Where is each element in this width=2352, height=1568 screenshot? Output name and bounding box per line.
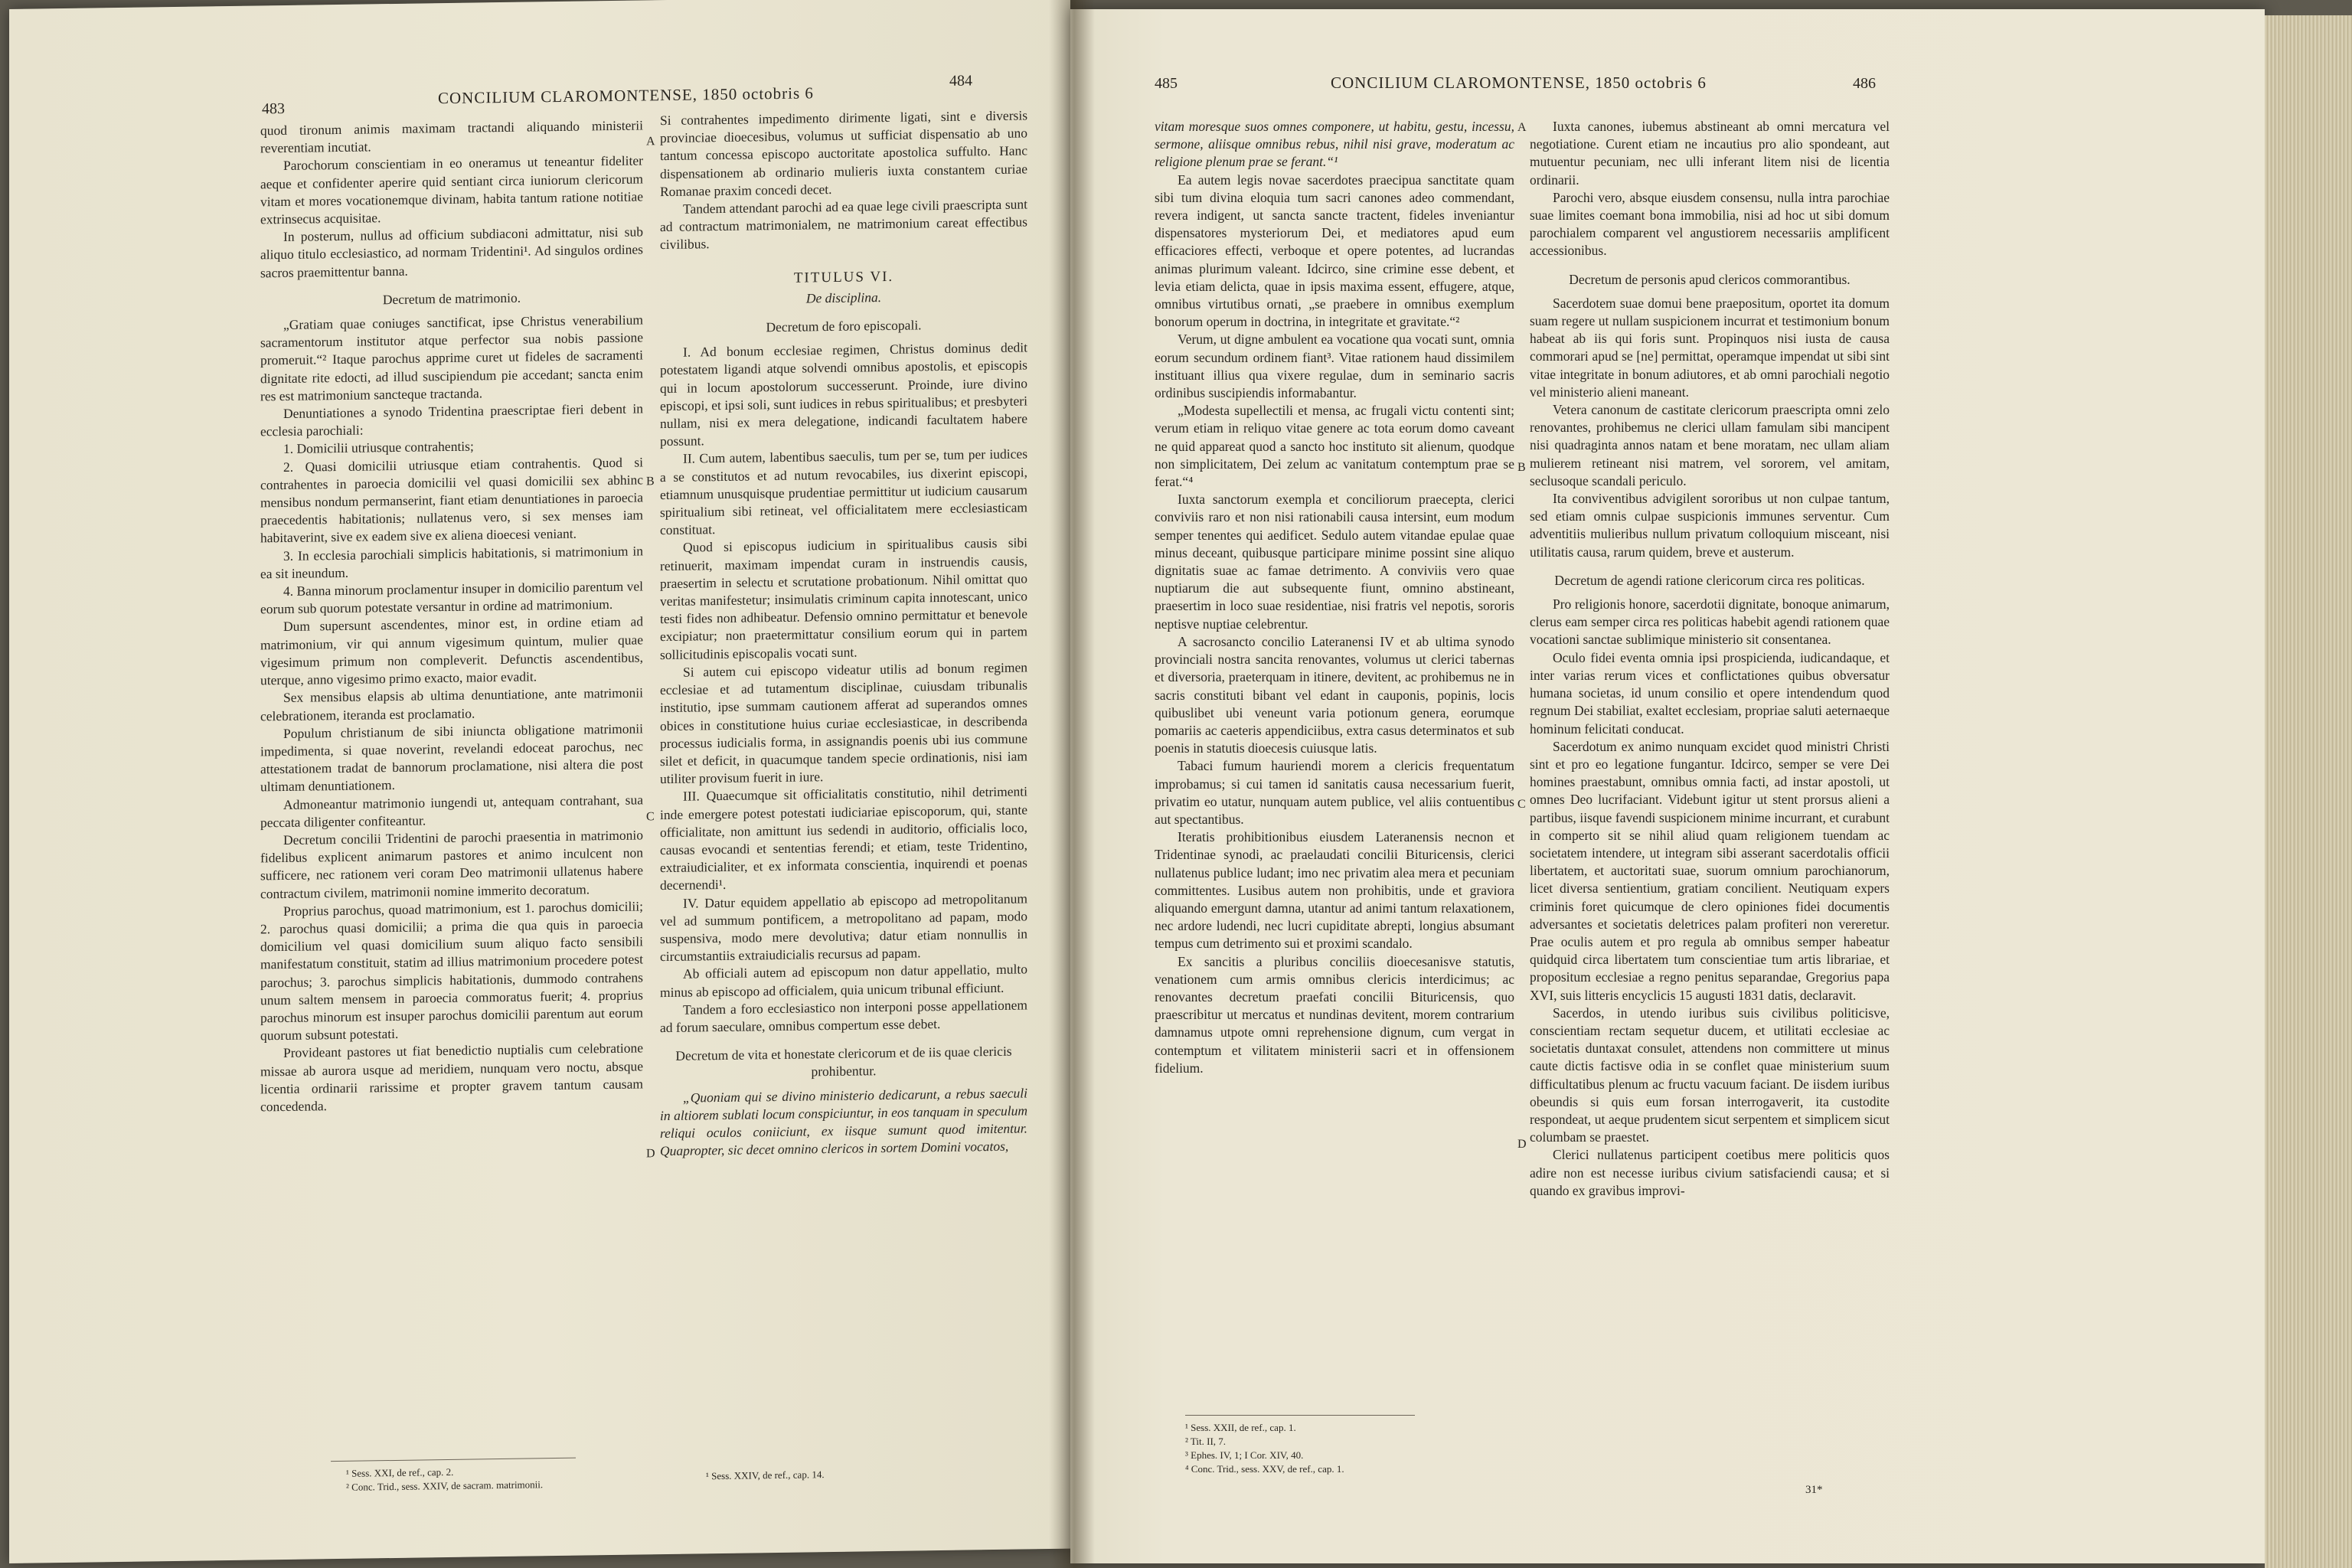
left-col1-paragraph-16: Proprius parochus, quoad matrimonium, est 1. parochus domicilii; 2. parochus quasi domicilii; a prima die qua quis in paroecia domicilium vel quasi domicilium suum aliquo facto sensibili manifestatum constituit, statim ad illius matrimonium procedere potest parochus; 3. parochus simplicis habitationis, dummodo contrahens unum saltem mensem in paroecia commoratus fuerit; 4. proprius parochus minorum est insuper parochus domicilii parentum aut eorum quorum subsunt potestati. xyxy=(260,898,643,1044)
right-col2-paragraph-9: Oculo fidei eventa omnia ipsi prospicienda, iudicandaque, et inter varias rerum vices et conflictationes quibus obversatur humana societas, id unum consilio et opere intendendum quod regnum Dei stabiliat, exaltet ecclesiam, propriae saluti aeternaeque hominum felicitati conducat. xyxy=(1530,649,1890,737)
left-col2-paragraph-7: II. Cum autem, labentibus saeculis, tum per se, tum per iudices a se constitutos et ad nutum revocabiles, ius dixerint episcopi, etiamnum unusquisque prudentiae permittitur ut iudicium causarum spiritualium sibi retineat, vel officialitatem mere ecclesiasticam constituat. xyxy=(660,446,1027,538)
left-col2-paragraph-5: Decretum de foro episcopali. xyxy=(766,317,922,335)
left-col2-paragraph-9: Si autem cui episcopo videatur utilis ad bonum regimen ecclesiae et ad tutamentum disciplinae, cuiusdam tribunalis institutio, ipse summam cautionem afferat ad superandos omnes obices in constitutione huius curiae ecclesiasticae, in describenda processus iudicialis forma, in assignandis poenis ubi ius commune silet et deficit, in quacumque tandem specie ordinationis, nisi iam utiliter provisum fuerit in iure. xyxy=(660,659,1027,787)
right-col2-paragraph-4: Sacerdotem suae domui bene praepositum, oportet ita domum suam regere ut nullam suspicionem incurrat et testimonium bonum habeat ab iis qui foris sunt. Propinquos nisi iusta de causa commorari apud se [ne] permittat, operamque impendat ut sibi sint vitae integritate in bonum adiutores, et ab omni parochiali negotio vel ministerio alieni maneant. xyxy=(1530,295,1890,400)
left-col1-paragraph-15: Decretum concilii Tridentini de parochi praesentia in matrimonio fidelibus explicent animarum pastores et animo inculcent non sufficere, nec rationem veri coram Deo matrimonii ullatenus habere contractum civilem, matrimonii nomine immerito decoratum. xyxy=(260,827,643,901)
footnotes-left-col2 xyxy=(706,1465,1012,1484)
left-col2-paragraph-4: De disciplina. xyxy=(805,289,882,306)
left-col1-paragraph-3: In posterum, nullus ad officium subdiaconi admittatur, nisi sub aliquo titulo ecclesiastico, ad normam Tridentini¹. Ad singulos ordines sacros praemittentur banna. xyxy=(260,224,643,281)
footnotes-left-col1 xyxy=(346,1462,652,1494)
right-col1-footnote-1: ¹ Sess. XXII, de ref., cap. 1. xyxy=(1185,1422,1296,1433)
left-col1-paragraph-4: Decretum de matrimonio. xyxy=(382,289,521,308)
left-col1-paragraph-14: Admoneantur matrimonio iungendi ut, antequam contrahant, sua peccata diligenter confiteantur. xyxy=(260,791,643,831)
left-col2-paragraph-10: III. Quaecumque sit officialitatis constitutio, nihil detrimenti inde emergere potest potestati iudiciariae episcoporum, qui, stante officialitate, non amittunt ius sedendi in auditorio, officialis loco, causas evocandi et sententias ferendi; et etiam, teste Tridentino, extraiudicialiter, et ex informata conscientia, inquirendi et poenas decernendi¹. xyxy=(660,783,1027,893)
left-col1-footnote-1: ¹ Sess. XXI, de ref., cap. 2. xyxy=(346,1465,454,1479)
left-col2-paragraph-3: TITULUS VI. xyxy=(793,268,894,286)
right-col1-paragraph-4: „Modesta supellectili et mensa, ac frugali victu contenti sint; verum etiam in reliquo vitae genere ac tota eorum domo caveant ne quid appareat quod a sancto hoc instituto sit alienum, quodque non simplicitatem, Dei zelum ac vanitatum contemptum prae se ferat.“⁴ xyxy=(1155,403,1514,490)
right-col1-paragraph-6: A sacrosancto concilio Lateranensi IV et ab ultima synodo provinciali nostra sancita renovantes, volumus ut clerici tabernas et diversoria, praeterquam in itinere, devitent, ac prohibemus ne in sacris constituti bibant vel edant in cauponis, popinis, locis quibuslibet ubi veneunt varia potionum genera, eorumque pomariis ac caeteris appendiciibus, extra casus determinatos et sub poenis in statutis dioecesis cuiusque latis. xyxy=(1155,633,1514,756)
right-col1-paragraph-3: Verum, ut digne ambulent ea vocatione qua vocati sunt, omnia eorum secundum ordinem fiant³. Vitae rationem haud dissimilem instituant illius qua vixere regulae, dum in seminario sacris ordinibus suscipiendis informabantur. xyxy=(1155,332,1514,401)
margin-letter-b: B xyxy=(646,475,655,488)
right-col1-paragraph-5: Iuxta sanctorum exempla et conciliorum praecepta, clerici conviviis raro et non nisi rationabili causa intersint, eum modum semper tenentes qui aedificet. Sedulo autem vitandae epulae quae minus deceant, quibusque participare minime possint sine aliquo dignitatis suae ac famae detrimento. A conviviis vero quae nuptiarum die aut subsequente fiunt, omnino abstineant, praesertim in loco suae residentiae, nisi fratris vel nepotis, sororis neptisve nuptiae celebrentur. xyxy=(1155,492,1514,632)
left-col1-paragraph-1: quod tironum animis maximam tractandi aliquando ministerii reverentiam incutiat. xyxy=(260,117,643,156)
left-col2-paragraph-1: Si contrahentes impedimento dirimente ligati, sint e diversis provinciae dioecesibus, volumus ut sufficiat dispensatio ab uno tantum concessa episcopo auctoritate apostolica suffulto. Hanc dispensationem ab ordinario mulieris iuxta constantem curiae Romanae praxim concedi decet. xyxy=(660,107,1027,199)
page-edges xyxy=(2265,15,2352,1568)
margin-letter-a: A xyxy=(646,135,655,149)
left-col2-footnote-1: ¹ Sess. XXIV, de ref., cap. 14. xyxy=(706,1468,825,1482)
left-col1-paragraph-6: Denuntiationes a synodo Tridentina praescriptae fieri debent in ecclesia parochiali: xyxy=(260,400,643,439)
page-number-485: 485 xyxy=(1155,75,1178,92)
left-col2-paragraph-15: „Quoniam qui se divino ministerio dedicarunt, a rebus saeculi in altiorem sublati locum conspiciuntur, in eos tanquam in speculum reliqui oculos coniiciunt, ex iisque sumunt quod imitentur. Quapropter, sic decet omnino clericos in sortem Domini vocatos, xyxy=(660,1084,1027,1159)
right-col1-paragraph-2: Ea autem legis novae sacerdotes praecipua sanctitate quam sibi tum divina eloquia tum sacri canones adeo commendant, revera indigent, ut sancta sancte tractent, fideles inveniantur dispensatores mysteriorum Dei, et mediatores apud eum efficaciores effecti, verboque et opere potentes, ad lucrandas animas plurimum valeant. Idcirco, sine crimine esse debent, et levia etiam delicta, quae in ipsis maxima essent, effugere, atque, omnibus virtutibus ornati, „se praebere in omnibus exemplum bonorum operum in doctrina, in integritate et gravitate.“² xyxy=(1155,172,1514,330)
right-col2-paragraph-2: Parochi vero, absque eiusdem consensu, nulla intra parochiae suae limites coemant bona immobilia, nisi ad hoc ut sibi domum parochialem comparent vel angustiorem necessariis amplificent accessionibus. xyxy=(1530,189,1890,259)
signature-mark: 31* xyxy=(1805,1484,1823,1496)
margin-letter-d: D xyxy=(646,1147,655,1161)
right-col2-paragraph-1: Iuxta canones, iubemus abstineant ab omni mercatura vel negotiatione. Curent etiam ne incautius pro alio spondeant, aut mutuentur pecuniam, nec ulli inferant litem nisi de licentia ordinarii. xyxy=(1530,119,1890,188)
left-col1-paragraph-13: Populum christianum de sibi iniuncta obligatione matrimonii impedimenta, si quae noverint, revelandi edoceat parochus, nec attestationem tradat de bannorum proclamatione, nisi altera die post ultimam denuntiationem. xyxy=(260,720,643,795)
right-col1-footnote-2: ² Tit. II, 7. xyxy=(1185,1436,1227,1447)
left-col1-paragraph-5: „Gratiam quae coniuges sanctificat, ipse Christus venerabilium sacramentorum institutor atque perfector sua nobis passione promeruit.“² Itaque parochus apprime curet ut fideles de sacramenti dignitate rite edocti, ad illud suscipiendum pie accedant; sancta enim res est matrimonium sancteque tractanda. xyxy=(260,312,643,404)
right-col2-paragraph-5: Vetera canonum de castitate clericorum praescripta omni zelo renovantes, prohibemus ne clerici ullam famulam sibi mancipent nisi quadraginta annos natam et bene moratam, nec ullam aliam mulierem retineant nisi matrem, vel sororem, vel amitam, seclusoque scandali periculo. xyxy=(1530,402,1890,488)
right-col1-paragraph-9: Ex sancitis a pluribus conciliis dioecesanisve statutis, venationem cum armis omnibus clericis interdicimus; ac renovantes decretum praefati concilii Bituricensis, quo praescribitur ut mercatus et nundinas devitent, morem contrarium damnamus utpote omni reprehensione dignum, cum vergat in contemptum et vilitatem ministerii sacri et in offensionem fidelium. xyxy=(1155,953,1514,1076)
left-col1-footnote-2: ² Conc. Trid., sess. XXIV, de sacram. matrimonii. xyxy=(346,1478,544,1493)
left-col1-paragraph-7: 1. Domicilii utriusque contrahentis; xyxy=(283,438,474,457)
margin-letter-a: A xyxy=(1517,121,1527,134)
left-col1-paragraph-2: Parochorum conscientiam in eo oneramus ut teneantur fideliter aeque et confidenter aperire quid sentiant circa iuniorum clericorum vitam et mores vocationemque divinam, habita tantum ratione notitiae extrinsecus acquisitae. xyxy=(260,152,643,227)
right-col1-paragraph-8: Iteratis prohibitionibus eiusdem Lateranensis necnon et Tridentinae synodi, ac praelaudati concilii Bituricensis, clerici nullatenus publice ludant; imo nec privatim alea mera et pecuniam committentes. Lusibus autem non prohibitis, unde et graviora aliquando emergunt damna, utantur ad animi tantum relaxationem, nec ardore ludendi, nec lucri cupiditate abrepti, longius absumant tempus cum detrimento sui et proximi scandalo. xyxy=(1155,829,1514,952)
left-col2-paragraph-6: I. Ad bonum ecclesiae regimen, Christus dominus dedit potestatem ligandi atque solvendi omnibus apostolis, et episcopis qui in locum apostolorum successerunt. Proinde, iure divino episcopi, et ipsi soli, sunt iudices in rebus spiritualibus; et presbyteri nullam, nisi ex mera delegatione, indicandi facultatem habere possunt. xyxy=(660,339,1027,449)
left-page-column-2 xyxy=(660,106,1027,1160)
right-col2-paragraph-7: Decretum de agendi ratione clericorum circa res politicas. xyxy=(1554,572,1865,588)
left-col2-paragraph-12: Ab officiali autem ad episcopum non datur appellatio, multo minus ab episcopo ad officialem, quia unicum tribunal efficiunt. xyxy=(660,961,1027,1000)
right-col1-footnote-3: ³ Ephes. IV, 1; I Cor. XIV, 40. xyxy=(1185,1449,1304,1461)
left-col2-paragraph-13: Tandem a foro ecclesiastico non interponi posse appellationem ad forum saeculare, omnibus compertum esse debet. xyxy=(660,997,1027,1036)
right-col2-paragraph-3: Decretum de personis apud clericos commorantibus. xyxy=(1569,271,1851,287)
running-header-right: CONCILIUM CLAROMONTENSE, 1850 octobris 6 xyxy=(1331,74,1707,92)
right-col1-paragraph-1: vitam moresque suos omnes componere, ut habitu, gestu, incessu, sermone, aliisque omnibus rebus, nihil nisi grave, moderatum ac religione plenum prae se ferant.“¹ xyxy=(1155,119,1514,170)
left-page-column-1 xyxy=(260,116,643,1116)
right-col2-paragraph-11: Sacerdos, in utendo iuribus suis civilibus politicisve, conscientiam rectam sequetur ducem, et utilitati ecclesiae ac societatis duntaxat consulet, attendens non committere ut minus caute dictis factisve odia in se conflet quae ministerium suum difficultatibus plenum ac fructu vacuum faciant. De iisdem iuribus obeundis si quis eum forsan interrogaverit, ita custodite respondeat, ut aeque prudentem sicut serpentem et simplicem sicut columbam se praestet. xyxy=(1530,1004,1890,1145)
right-page-column-2 xyxy=(1530,118,1890,1200)
left-col2-paragraph-8: Quod si episcopus iudicium in spiritualibus causis sibi retinuerit, maximam impendat curam in instruendis causis, praesertim in selectu et scrutatione probationum. Nihil omittat quo veritas manifestetur; insimulatis criminum capita innotescant, unico testi fides non adhibeatur. Defensio omnino permittatur et benevole excipiatur; non praetermittatur consilium eorum qui in partem sollicitudinis episcopalis vocati sunt. xyxy=(660,534,1027,662)
footnote-rule-left xyxy=(331,1458,576,1462)
page-number-486: 486 xyxy=(1853,75,1876,92)
right-col2-paragraph-10: Sacerdotum ex animo nunquam excidet quod ministri Christi sint et pro eo legatione fungantur. Idcirco, semper se vere Dei homines praestabunt, omnibus omnia facti, ad instar apostoli, ut omnes Deo lucrifaciant. Videbunt igitur ut stent prorsus alieni a partibus, iisque favendi suspicionem minime incurrant, et curabunt in comperto sit se nihil aliud quam religionem tuendam ac societatem intendere, ut integram sibi asserant sacerdotalis officii libertatem, et auctoritati suae, suorum omnium parochianorum, licet diversa sentientium, gratiam concilient. Neutiquam expers criminis foret quicumque de clero opiniones fidei documentis adversantes et societatis deletrices palam profiteri non vereretur. Prae oculis autem et pro regula ab omnibus semper habeatur quidquid circa libertatem tum conscientiae tum artis librariae, et propositum ecclesiae a regno penitus separandae, Gregorius papa XVI, suis litteris encyclicis 15 augusti 1831 datis, declaravit. xyxy=(1530,738,1890,1003)
left-col1-paragraph-8: 2. Quasi domicilii utriusque etiam contrahentis. Quod si contrahentes in paroecia domicilii vel quasi domicilii sex abhinc mensibus nondum permanserint, fiant etiam denuntiationes in paroecia praecedentis habitationis; nullatenus vero, si sex menses iam habitaverint, sive ex eadem sive ex aliena dioecesi veniant. xyxy=(260,454,643,546)
right-page-column-1 xyxy=(1155,118,1514,1077)
margin-letter-b: B xyxy=(1517,461,1526,474)
left-col1-paragraph-10: 4. Banna minorum proclamentur insuper in domicilio parentum vel eorum sub quorum potestate versantur in ordine ad matrimonium. xyxy=(260,578,643,617)
left-col1-paragraph-11: Dum supersunt ascendentes, minor est, in ordine etiam ad matrimonium, vir qui annum vigesimum quintum, mulier quae vigesimum primum non compleverit. Defunctis ascendentibus, uterque, anno vigesimo primo exacto, maior evadit. xyxy=(260,613,643,688)
left-col1-paragraph-17: Provideant pastores ut fiat benedictio nuptialis cum celebratione missae ab aurora usque ad meridiem, nunquam vero noctu, absque licentia ordinarii rarissime et propter gravem tantum causam concedenda. xyxy=(260,1040,643,1115)
right-col2-paragraph-12: Clerici nullatenus participent coetibus mere politicis quos adire non est necesse iuribus civium satisfaciendi causa; et si quando ex gravibus improvi- xyxy=(1530,1147,1890,1198)
right-page xyxy=(1070,9,2265,1563)
left-col1-paragraph-9: 3. In ecclesia parochiali simplicis habitationis, si matrimonium in ea sit ineundum. xyxy=(260,543,643,582)
right-col1-footnote-4: ⁴ Conc. Trid., sess. XXV, de ref., cap. 1. xyxy=(1185,1463,1344,1475)
right-col2-paragraph-6: Ita conviventibus advigilent sororibus ut non culpae tantum, sed etiam omnis culpae suspicionis immunes serventur. Cum adventitiis mulieribus nullum privatum colloquium misceant, nisi utilitatis causa, rarum quidem, breve et austerum. xyxy=(1530,491,1890,560)
page-number-483: 483 xyxy=(262,100,285,118)
left-col2-paragraph-11: IV. Datur equidem appellatio ab episcopo ad metropolitanum vel ad summum pontificem, a metropolitano ad papam, modo suspensiva, modo mere devolutiva; datur etiam nonnullis in circumstantiis extraiudicialis recursus ad papam. xyxy=(660,890,1027,965)
left-page xyxy=(9,0,1070,1563)
left-col2-paragraph-14: Decretum de vita et honestate clericorum et de iis quae clericis prohibentur. xyxy=(675,1043,1012,1080)
running-header-left: CONCILIUM CLAROMONTENSE, 1850 octobris 6 xyxy=(438,83,814,108)
footnote-rule-right xyxy=(1185,1415,1415,1416)
margin-letter-c: C xyxy=(1517,798,1526,811)
margin-letter-d: D xyxy=(1517,1138,1527,1151)
footnotes-right-col1 xyxy=(1185,1421,1507,1476)
left-col2-paragraph-2: Tandem attendant parochi ad ea quae lege civili praescripta sunt ad contractum matrimonialem, ne matrimonium careat effectibus civilibus. xyxy=(660,196,1027,253)
page-number-484: 484 xyxy=(949,72,972,90)
right-col1-paragraph-7: Tabaci fumum hauriendi morem a clericis frequentatum improbamus; si cui tamen id sanitatis causa necessarium fuerit, privatim eo utatur, nunquam autem publice, vel aliis contuentibus aut spectantibus. xyxy=(1155,758,1514,827)
left-col1-paragraph-12: Sex mensibus elapsis ab ultima denuntiatione, ante matrimonii celebrationem, iteranda est proclamatio. xyxy=(260,684,643,724)
margin-letter-c: C xyxy=(646,810,655,824)
right-col2-paragraph-8: Pro religionis honore, sacerdotii dignitate, bonoque animarum, clerus eam semper circa res politicas habebit agendi rationem quae vocationi sanctae sublimique ministerio sit consentanea. xyxy=(1530,596,1890,648)
